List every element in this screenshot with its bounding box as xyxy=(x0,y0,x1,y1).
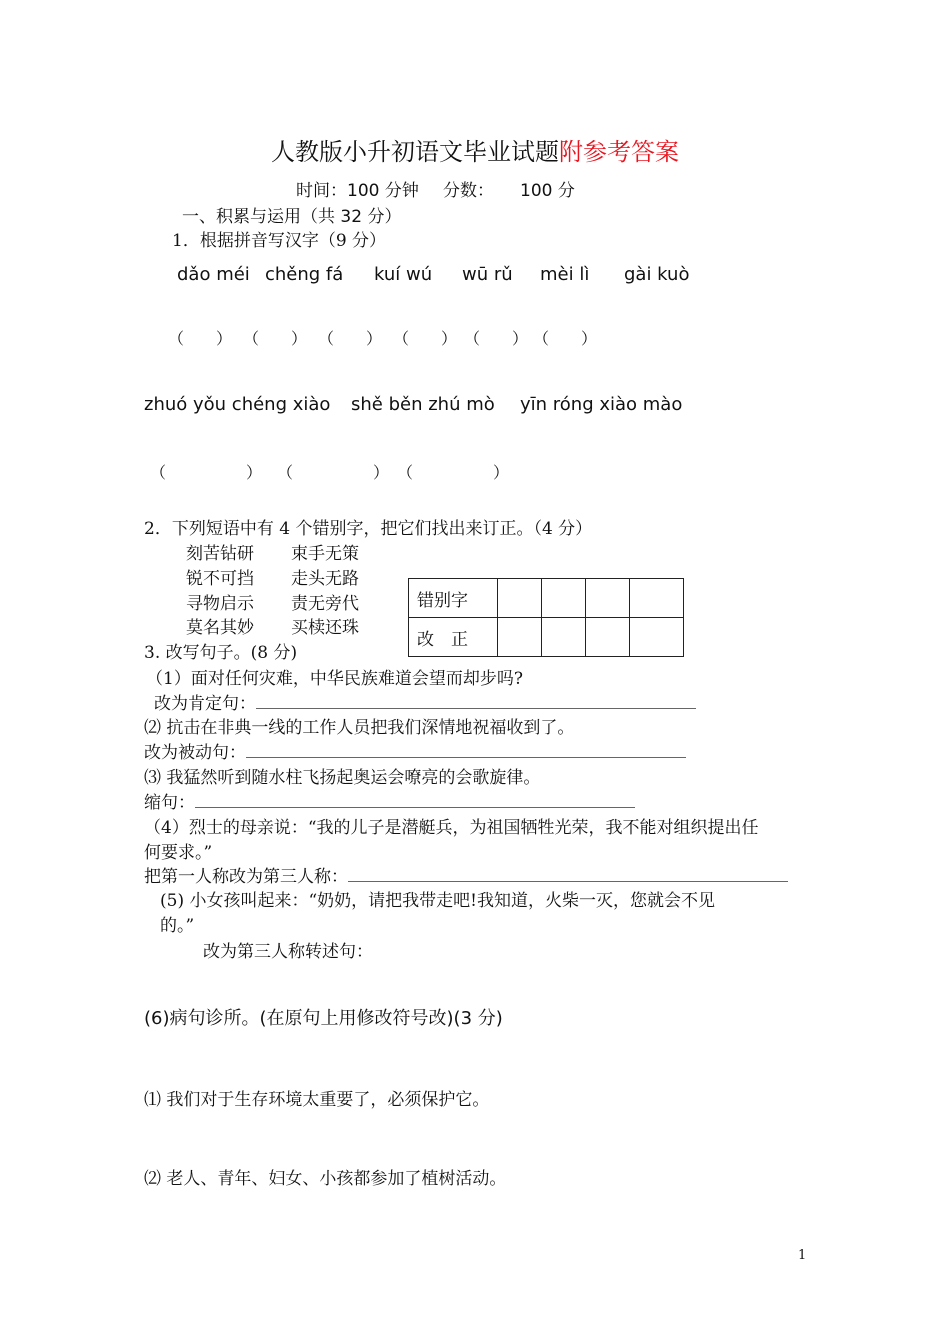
pinyin-item: shě běn zhú mò xyxy=(351,394,495,415)
pinyin-item: kuí wú xyxy=(374,264,433,285)
prompt-label: 缩句： xyxy=(144,793,195,813)
phrase: 莫名其妙 xyxy=(186,618,254,638)
answer-blank[interactable]: （ ） xyxy=(243,329,308,348)
correction-label: 改 正 xyxy=(409,618,498,657)
pinyin-item: dǎo méi xyxy=(177,264,250,285)
title-answer-note: 附参考答案 xyxy=(559,138,679,166)
table-cell[interactable] xyxy=(542,618,586,657)
prompt-third-person xyxy=(144,862,788,887)
table-cell[interactable] xyxy=(498,618,542,657)
answer-blank[interactable]: （ ） xyxy=(393,329,458,348)
answer-blank[interactable]: （ ） xyxy=(168,329,233,348)
answer-line[interactable] xyxy=(195,793,635,808)
phrase: 刻苦钻研 xyxy=(186,544,254,564)
q6-title: (6)病句诊所。(在原句上用修改符号改)(3 分) xyxy=(144,1008,503,1029)
answer-blank[interactable]: （ ） xyxy=(533,329,598,348)
page-title xyxy=(0,132,950,167)
answer-blank[interactable]: （ ） xyxy=(318,329,383,348)
pinyin-item: gài kuò xyxy=(624,264,690,285)
answer-blank[interactable]: （ ） xyxy=(397,463,510,482)
prompt-label: 改为被动句： xyxy=(144,743,246,763)
prompt-passive xyxy=(144,738,686,763)
table-cell[interactable] xyxy=(630,579,684,618)
score-value: 100 分 xyxy=(520,181,575,201)
sentence-1: （1）面对任何灾难，中华民族难道会望而却步吗? xyxy=(146,669,523,689)
prompt-affirmative xyxy=(154,689,696,714)
phrase: 走头无路 xyxy=(291,569,359,589)
answer-line[interactable] xyxy=(348,867,788,882)
sentence-3: ⑶ 我猛然听到随水柱飞扬起奥运会嘹亮的会歌旋律。 xyxy=(144,768,541,788)
pinyin-item: wū rǔ xyxy=(462,264,513,285)
answer-blank[interactable]: （ ） xyxy=(150,463,263,482)
table-cell[interactable] xyxy=(586,579,630,618)
sentence-5-line-1: (5) 小女孩叫起来：“奶奶，请把我带走吧!我知道，火柴一灭，您就会不见 xyxy=(160,891,716,911)
q1-title: 1．根据拼音写汉字（9 分） xyxy=(172,231,387,251)
table-row xyxy=(409,579,684,618)
phrase: 束手无策 xyxy=(291,544,359,564)
q3-title: 3. 改写句子。(8 分) xyxy=(144,643,298,663)
answer-blank[interactable]: （ ） xyxy=(464,329,529,348)
sentence-2: ⑵ 抗击在非典一线的工作人员把我们深情地祝福收到了。 xyxy=(144,718,575,738)
pinyin-item: mèi lì xyxy=(540,264,590,285)
page-number: 1 xyxy=(798,1248,807,1263)
pinyin-item: chěng fá xyxy=(265,264,344,285)
sentence-4-line-1: （4）烈士的母亲说：“我的儿子是潜艇兵，为祖国牺牲光荣，我不能对组织提出任 xyxy=(144,818,759,838)
phrase: 锐不可挡 xyxy=(186,569,254,589)
section-heading: 一、积累与运用（共 32 分） xyxy=(182,207,402,227)
sentence-4-line-2: 何要求。” xyxy=(144,843,213,863)
phrase: 买椟还珠 xyxy=(291,618,359,638)
correction-table xyxy=(408,578,684,657)
q2-title: 2．下列短语中有 4 个错别字，把它们找出来订正。（4 分） xyxy=(144,519,593,539)
table-cell[interactable] xyxy=(586,618,630,657)
answer-line[interactable] xyxy=(256,694,696,709)
phrase: 寻物启示 xyxy=(186,594,254,614)
table-cell[interactable] xyxy=(498,579,542,618)
table-cell[interactable] xyxy=(542,579,586,618)
table-row xyxy=(409,618,684,657)
prompt-label: 改为肯定句： xyxy=(154,694,256,714)
pinyin-item: zhuó yǒu chéng xiào xyxy=(144,394,331,415)
wrong-char-label: 错别字 xyxy=(409,579,498,618)
score-label: 分数： xyxy=(443,181,494,201)
phrase: 责无旁代 xyxy=(291,594,359,614)
exam-time: 时间：100 分钟 xyxy=(296,181,419,201)
title-main: 人教版小升初语文毕业试题 xyxy=(271,138,559,166)
prompt-reported-speech: 改为第三人称转述句： xyxy=(203,942,373,962)
faulty-sentence-1: ⑴ 我们对于生存环境太重要了，必须保护它。 xyxy=(144,1090,490,1110)
answer-blank[interactable]: （ ） xyxy=(277,463,390,482)
answer-line[interactable] xyxy=(246,743,686,758)
prompt-label: 把第一人称改为第三人称： xyxy=(144,867,348,887)
table-cell[interactable] xyxy=(630,618,684,657)
pinyin-item: yīn róng xiào mào xyxy=(520,394,683,415)
sentence-5-line-2: 的。” xyxy=(160,916,195,936)
faulty-sentence-2: ⑵ 老人、青年、妇女、小孩都参加了植树活动。 xyxy=(144,1169,507,1189)
prompt-shorten xyxy=(144,788,635,813)
